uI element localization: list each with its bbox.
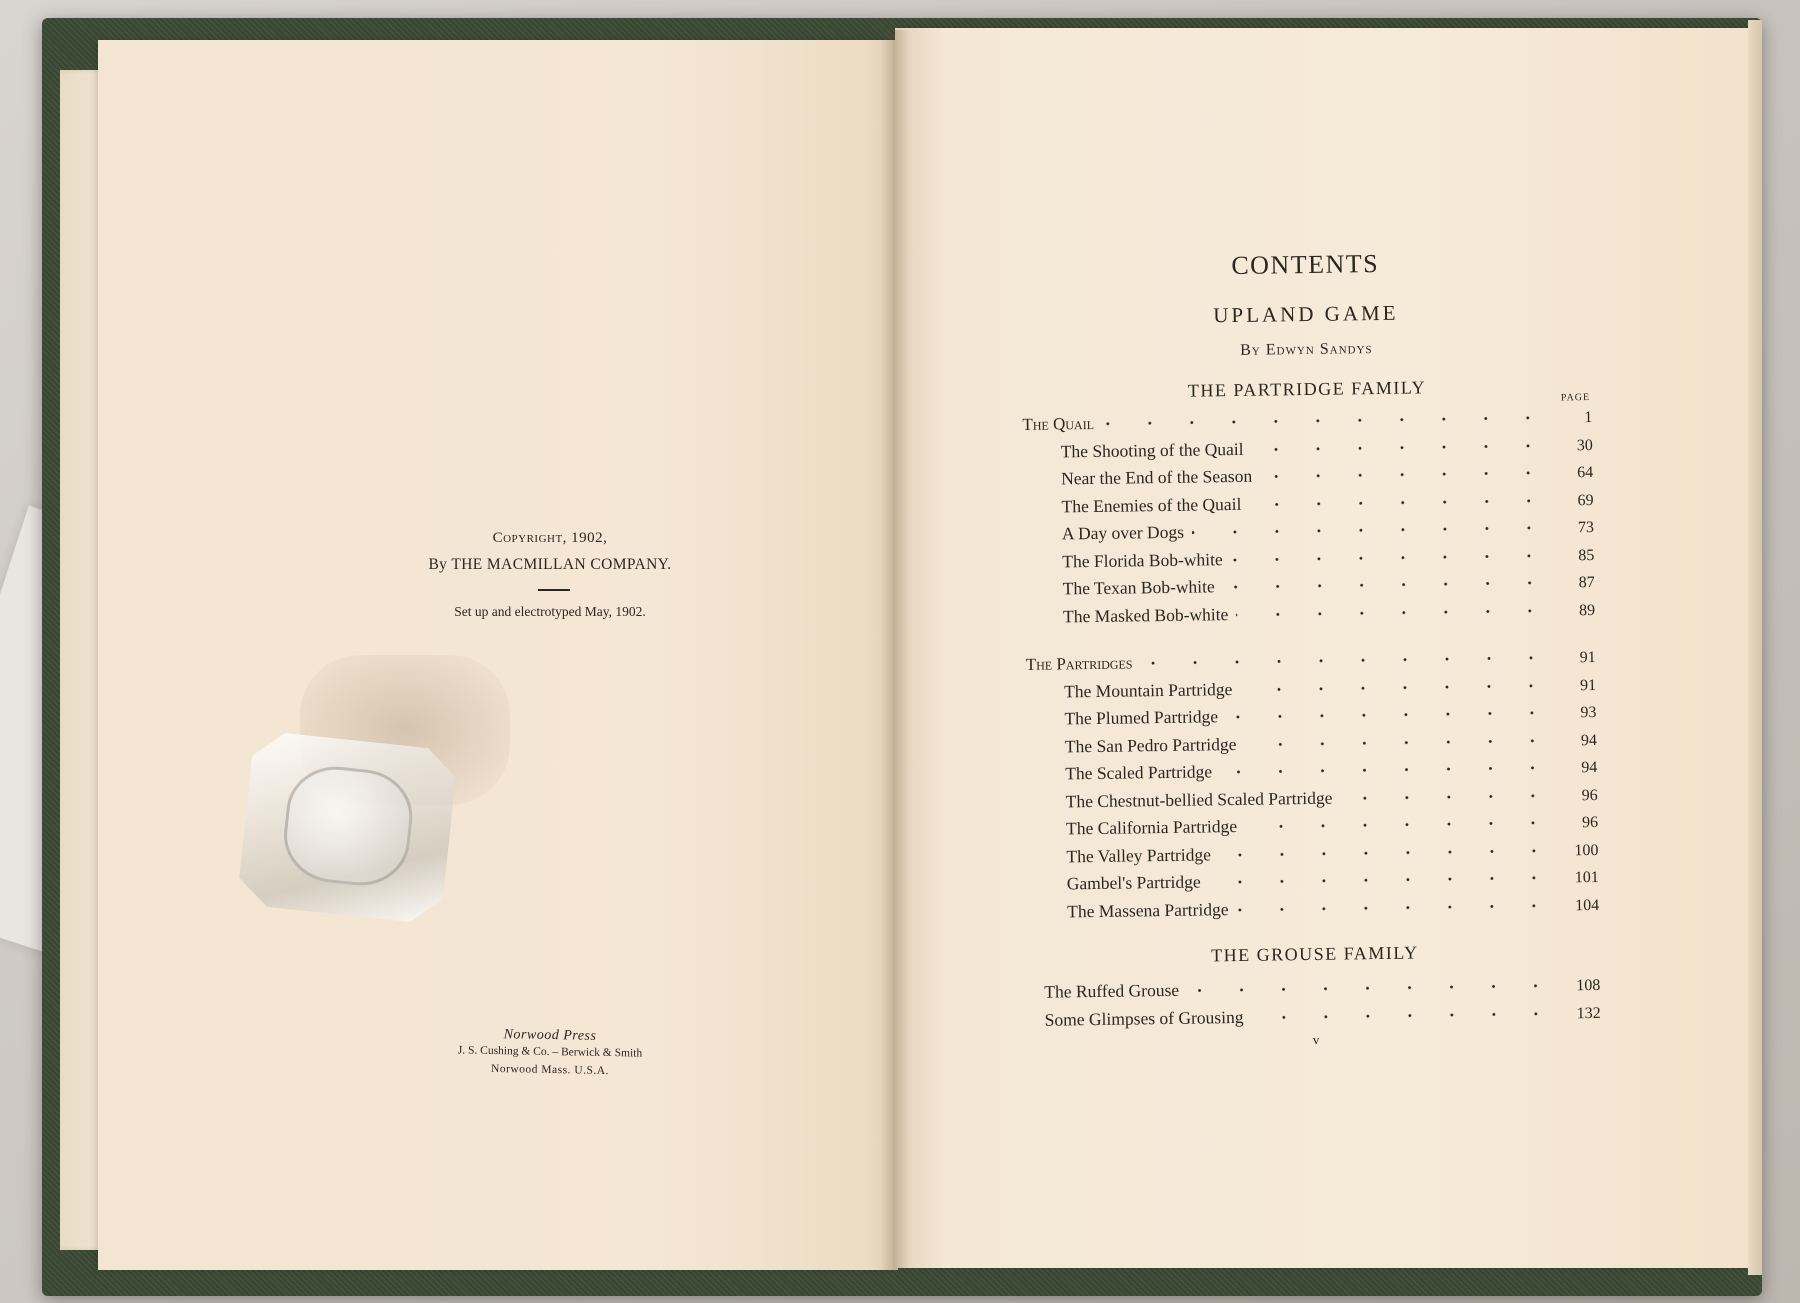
page-column-label: PAGE [1560, 392, 1591, 404]
dot-leader [1220, 763, 1553, 778]
dot-leader [1192, 523, 1550, 538]
toc-entry: The Plumed Partridge 93 [1064, 703, 1597, 729]
toc-entry: The California Partridge 96 [1065, 813, 1599, 839]
toc-entry: The Ruffed Grouse 108 [1044, 976, 1601, 1002]
toc-entry: Near the End of the Season 64 [1061, 463, 1594, 489]
divider-rule [538, 589, 570, 591]
dot-leader [1251, 440, 1548, 454]
dot-leader [1140, 653, 1551, 669]
dot-leader [1187, 981, 1556, 996]
toc-entry: The Mountain Partridge 91 [1063, 676, 1597, 701]
toc-entry: A Day over Dogs 73 [1061, 518, 1595, 544]
dot-leader [1209, 873, 1555, 888]
toc-entry: Some Glimpses of Grousing 132 [1044, 1004, 1601, 1030]
dot-leader [1251, 1008, 1556, 1022]
dot-leader [1223, 578, 1551, 593]
dot-leader [1244, 735, 1553, 749]
contents-block [1020, 246, 1601, 1052]
byline: By Edwyn Sandys [1240, 340, 1373, 359]
dot-leader [1219, 845, 1555, 860]
dot-leader [1240, 680, 1552, 694]
dot-leader [1102, 413, 1549, 429]
dot-leader [1231, 550, 1551, 564]
toc-entry: The Scaled Partridge 94 [1065, 758, 1598, 784]
toc-entry: The Texan Bob-white 87 [1062, 573, 1595, 599]
toc-entry: The Valley Partridge 100 [1066, 841, 1599, 866]
toc-entry: The Massena Partridge 104 [1067, 896, 1600, 921]
toc-entry: The Masked Bob-white 89 [1062, 601, 1596, 626]
dot-leader [1236, 605, 1551, 619]
electrotype-line: Set up and electrotyped May, 1902. [454, 604, 646, 619]
press-location: Norwood Mass. U.S.A. [490, 1062, 610, 1078]
paperweight-facet [279, 762, 416, 891]
glass-paperweight [236, 730, 458, 925]
dot-leader [1260, 468, 1549, 482]
section-title: THE GROUSE FAMILY [1211, 942, 1419, 966]
press-name: Norwood Press [503, 1027, 597, 1044]
dot-leader [1245, 818, 1554, 832]
left-page [98, 40, 898, 1270]
contents-heading: CONTENTS [1231, 248, 1380, 281]
book-gutter [880, 30, 910, 1270]
toc-entry: Gambel's Partridge 101 [1066, 868, 1599, 894]
dot-leader [1340, 790, 1553, 803]
dot-leader [1226, 708, 1553, 723]
right-page-edges [1748, 20, 1762, 1275]
toc-entry: The Shooting of the Quail 30 [1060, 436, 1593, 461]
toc-entry: The Chestnut-bellied Scaled Partridge 96 [1065, 786, 1598, 811]
publisher-line: By THE MACMILLAN COMPANY. [428, 556, 672, 573]
toc-entry: The Partridges 91 [1025, 648, 1596, 674]
copyright-line: Copyright, 1902, [492, 530, 608, 546]
page-folio: v [1312, 1031, 1320, 1047]
press-printers: J. S. Cushing & Co. – Berwick & Smith [457, 1044, 643, 1060]
toc-entry: The San Pedro Partridge 94 [1064, 731, 1597, 756]
toc-entry: The Enemies of the Quail 69 [1061, 491, 1594, 516]
book-title: UPLAND GAME [1213, 300, 1399, 328]
toc-entry: The Quail 1 [1022, 409, 1593, 434]
dot-leader [1249, 495, 1549, 509]
section-title: THE PARTRIDGE FAMILY [1187, 377, 1427, 401]
toc-entry: The Florida Bob-white 85 [1062, 546, 1595, 571]
dot-leader [1236, 900, 1555, 914]
